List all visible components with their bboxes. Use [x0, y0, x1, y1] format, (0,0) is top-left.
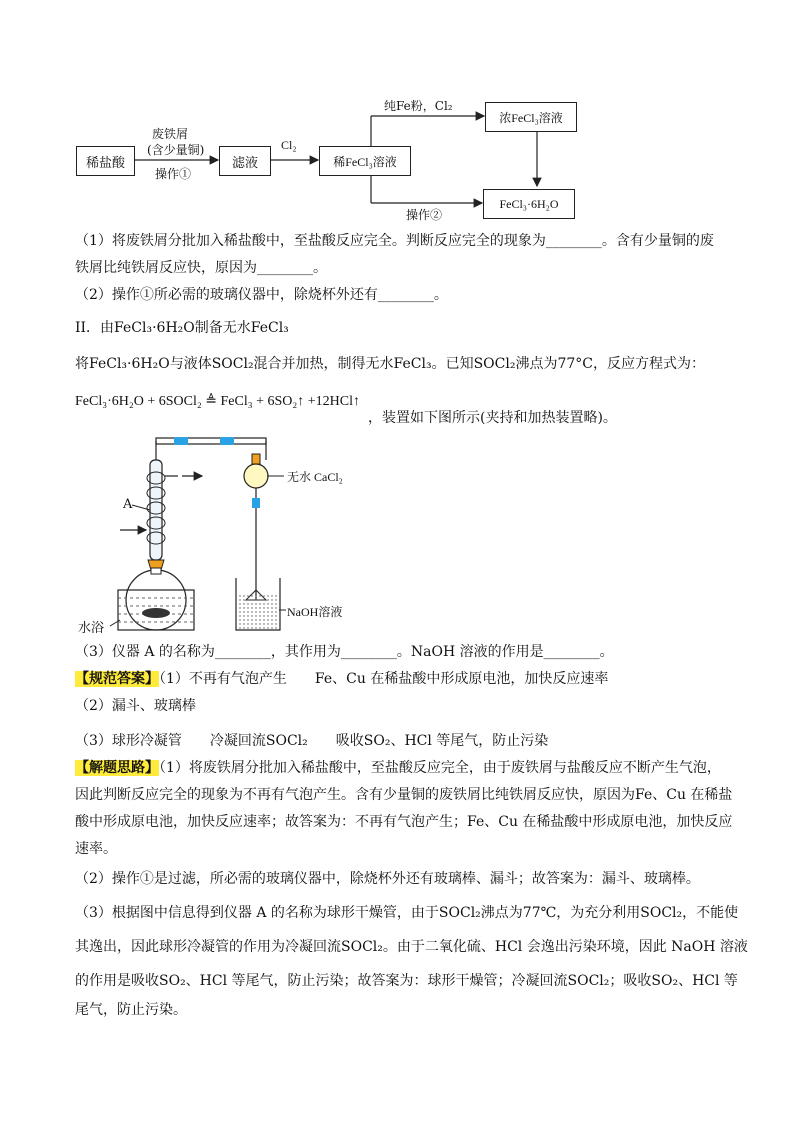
analysis-p1-l2: 因此判断反应完全的现象为不再有气泡产生。含有少量铜的废铁屑比纯铁屑反应快，原因为Fe、Cu 在稀盐 — [75, 787, 733, 803]
answer-tag: 【规范答案】 — [75, 671, 159, 687]
flow-label-operation-1: 操作① — [155, 167, 192, 181]
flow-box-conc-fecl3: 浓FeCl₃溶液 — [485, 102, 577, 132]
flow-box-fecl3-hydrate: FeCl₃·6H₂O — [483, 189, 575, 219]
flow-box-dilute-hcl: 稀盐酸 — [76, 146, 135, 176]
part2-line-1: 将FeCl₃·6H₂O与液体SOCl₂混合并加热，制得无水FeCl₃。已知SOCl₂沸点为77°C，反应方程式为： — [75, 356, 705, 372]
analysis-p3-l1: （3）根据图中信息得到仪器 A 的名称为球形干燥管，由于SOCl₂沸点为77℃，为充分利用SOCl₂，不能使 — [75, 905, 739, 921]
analysis-p1-l1: （1）将废铁屑分批加入稀盐酸中，至盐酸反应完全，由于废铁屑与盐酸反应不断产生气泡， — [159, 760, 721, 776]
flow-label-operation-2: 操作② — [406, 208, 443, 222]
flow-box-dilute-fecl3: 稀FeCl₃溶液 — [319, 146, 411, 176]
answer-2: （2）漏斗、玻璃棒 — [75, 698, 196, 714]
flow-label-contains-copper: (含少量铜) — [147, 143, 205, 157]
analysis-p3-l3: 的作用是吸收SO₂、HCl 等尾气，防止污染；故答案为：球形干燥管；冷凝回流SOCl₂；吸收SO₂、HCl 等 — [75, 973, 738, 989]
flow-label-scrap-iron: 废铁屑 — [152, 127, 189, 141]
analysis-tag: 【解题思路】 — [75, 760, 159, 776]
apparatus-label-naoh: NaOH溶液 — [287, 605, 343, 619]
q1-line-1: （1）将废铁屑分批加入稀盐酸中，至盐酸反应完全。判断反应完全的现象为________。含有少量铜的废 — [75, 233, 714, 249]
analysis-line-1 — [75, 758, 721, 778]
analysis-p3-l4: 尾气，防止污染。 — [75, 1002, 187, 1018]
apparatus-label-cacl2: 无水 CaCl₂ — [287, 470, 343, 484]
apparatus-label-a: A — [123, 497, 133, 512]
analysis-p2: （2）操作①是过滤，所必需的玻璃仪器中，除烧杯外还有玻璃棒、漏斗；故答案为：漏斗、玻璃棒。 — [75, 871, 700, 887]
analysis-p1-l3: 酸中形成原电池，加快反应速率；故答案为：不再有气泡产生；Fe、Cu 在稀盐酸中形成原电池，加快反应 — [75, 814, 733, 830]
part2-line-2: ，装置如下图所示(夹持和加热装置略)。 — [368, 410, 617, 426]
answer-line-1 — [75, 669, 608, 689]
answer-1: （1）不再有气泡产生 Fe、Cu 在稀盐酸中形成原电池，加快反应速率 — [159, 671, 609, 687]
flowchart-arrows — [0, 0, 794, 230]
flow-label-cl2: Cl₂ — [281, 138, 297, 152]
analysis-p3-l2: 其逸出，因此球形冷凝管的作用为冷凝回流SOCl₂。由于二氧化硫、HCl 会逸出污染环境，因此 NaOH 溶液 — [75, 939, 748, 955]
answer-3: （3）球形冷凝管 冷凝回流SOCl₂ 吸收SO₂、HCl 等尾气，防止污染 — [75, 733, 549, 749]
part2-title: II．由FeCl₃·6H₂O制备无水FeCl₃ — [75, 320, 289, 336]
apparatus-label-water-bath: 水浴 — [78, 621, 105, 636]
flow-label-pure-fe-cl2: 纯Fe粉，Cl₂ — [384, 99, 453, 113]
q1-line-2: 铁屑比纯铁屑反应快，原因为________。 — [75, 260, 327, 276]
analysis-p1-l4: 速率。 — [75, 841, 117, 857]
q3-line: （3）仪器 A 的名称为________，其作用为________。NaOH 溶液的作用是________。 — [75, 644, 614, 660]
reaction-equation: FeCl₃·6H₂O + 6SOCl₂ ≜ FeCl₃ + 6SO₂↑ +12HCl↑ — [75, 394, 361, 409]
q2-line: （2）操作①所必需的玻璃仪器中，除烧杯外还有________。 — [75, 287, 448, 303]
flow-box-filtrate: 滤液 — [219, 146, 271, 176]
